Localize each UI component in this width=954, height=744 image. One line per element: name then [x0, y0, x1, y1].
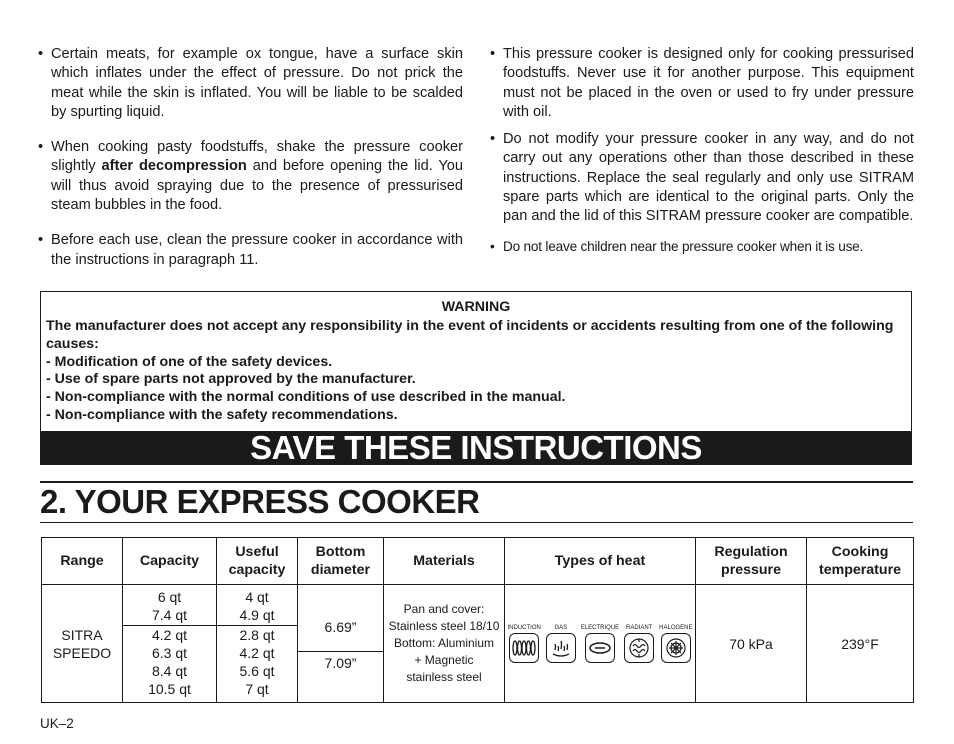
header-regulation-pressure: Regulation pressure — [696, 538, 807, 585]
warning-intro: The manufacturer does not accept any responsibility in the event of incidents or accidents resulting from one of the following causes: — [46, 318, 894, 352]
bullet-pasty-foods: • When cooking pasty foodstuffs, shake the pressure cooker slightly after decompression and before opening the lid. You will thus avoid spraying due to the presence of pressurised steam bubbles in the food. — [38, 138, 463, 215]
warning-item: - Modification of one of the safety devices. — [46, 353, 333, 370]
heat-halogen: HALOGENE — [659, 625, 692, 663]
cell-bottom-diameter: 6.69” 7.09” — [298, 585, 384, 703]
left-text-column — [38, 45, 463, 270]
bullet-do-not-modify: • Do not modify your pressure cooker in any way, and do not carry out any operations other than those described in these instructions. Replace the seal regularly and only use SITRAM spare parts which are identical to the original parts. Only the pan and the lid of this SITRAM pressure cooker are compatible. — [490, 130, 914, 226]
halogen-heat-icon — [661, 633, 691, 663]
bullet-meat-skin: • Certain meats, for example ox tongue, have a surface skin which inflates under the effect of pressure. Do not prick the meat while the skin is inflated. You will be liable to be scalded by spurting liquid. — [38, 45, 463, 122]
heat-electric: ELECTRIQUE — [581, 625, 619, 663]
table-header-row — [42, 538, 914, 585]
bullet-designed-only: • This pressure cooker is designed only for cooking pressurised foodstuffs. Never use it for another purpose. This equipment must not be placed in the oven or used to fry under pressure with oil. — [490, 45, 914, 122]
cell-materials: Pan and cover: Stainless steel 18/10 Bottom: Aluminium + Magnetic stainless steel — [384, 585, 505, 703]
header-materials: Materials — [384, 538, 505, 585]
section-rule-bottom — [40, 522, 913, 523]
electric-plate-icon — [585, 633, 615, 663]
header-cooking-temperature: Cooking temperature — [807, 538, 914, 585]
warning-box — [40, 291, 912, 465]
header-range: Range — [42, 538, 123, 585]
header-useful-capacity: Useful capacity — [217, 538, 298, 585]
cell-useful-capacity: 4 qt 4.9 qt 2.8 qt 4.2 qt 5.6 qt 7 qt — [217, 585, 298, 703]
section-title: 2. YOUR EXPRESS COOKER — [40, 483, 480, 520]
gas-flame-icon — [546, 633, 576, 663]
right-text-column — [490, 45, 914, 256]
warning-item: - Non-compliance with the normal conditions of use described in the manual. — [46, 389, 566, 406]
warning-item: - Use of spare parts not approved by the manufacturer. — [46, 371, 416, 388]
cell-range: SITRA SPEEDO — [42, 585, 123, 703]
bullet-clean-before-use: • Before each use, clean the pressure cooker in accordance with the instructions in paragraph 11. — [38, 231, 463, 270]
cell-capacity: 6 qt 7.4 qt 4.2 qt 6.3 qt 8.4 qt 10.5 qt — [123, 585, 217, 703]
specs-table — [41, 537, 914, 703]
cell-regulation-pressure: 70 kPa — [696, 585, 807, 703]
heat-induction: INDUCTION — [507, 625, 540, 663]
warning-body — [41, 318, 911, 425]
warning-title: WARNING — [441, 299, 511, 315]
table-row — [42, 585, 914, 703]
bullet-children: • Do not leave children near the pressure cooker when it is use. — [490, 237, 914, 256]
cell-cooking-temperature: 239°F — [807, 585, 914, 703]
header-bottom-diameter: Bottom diameter — [298, 538, 384, 585]
header-capacity: Capacity — [123, 538, 217, 585]
cell-types-of-heat — [505, 585, 696, 703]
save-instructions-banner: SAVE THESE INSTRUCTIONS — [40, 431, 912, 465]
bold-after-decompression: after decompression — [101, 158, 247, 175]
heat-radiant: RADIANT — [624, 625, 654, 663]
warning-item: - Non-compliance with the safety recommendations. — [46, 406, 398, 423]
radiant-heat-icon — [624, 633, 654, 663]
heat-gas: GAS — [546, 625, 576, 663]
induction-coil-icon — [509, 633, 539, 663]
header-types-of-heat: Types of heat — [505, 538, 696, 585]
page-number: UK–2 — [40, 716, 74, 731]
